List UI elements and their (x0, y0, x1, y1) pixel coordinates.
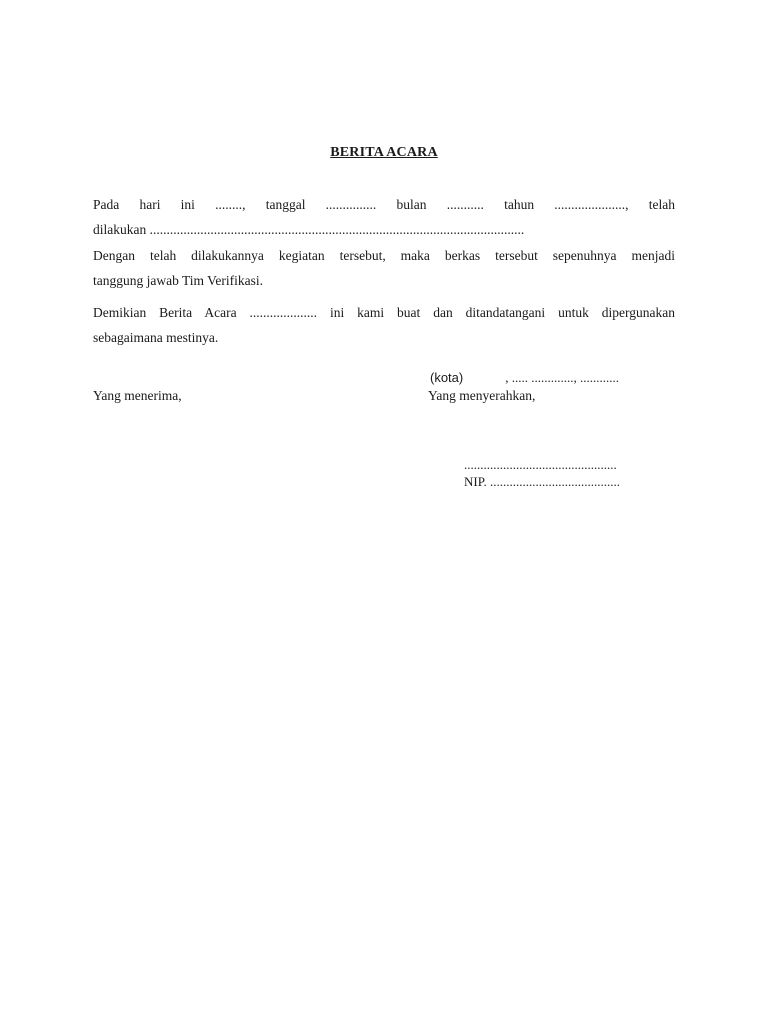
paragraph-opening-line-2: dilakukan ............................................................................................................... (93, 222, 525, 237)
paragraph-responsibility (93, 243, 675, 293)
paragraph-closing-line-1: Demikian Berita Acara .................... ini kami buat dan ditandatangani untuk dipergunakan (93, 305, 675, 320)
paragraph-closing-line-2: sebagaimana mestinya. (93, 330, 219, 345)
paragraph-responsibility-line-1: Dengan telah dilakukannya kegiatan tersebut, maka berkas tersebut sepenuhnya menjadi (93, 248, 675, 263)
nip-line: NIP. ........................................ (464, 474, 621, 489)
giver-label: Yang menyerahkan, (428, 388, 536, 403)
paragraph-opening (93, 192, 675, 242)
city-placeholder: (kota) (430, 370, 464, 385)
paragraph-responsibility-line-2: tanggung jawab Tim Verifikasi. (93, 273, 263, 288)
signature-name-line: ............................................... (464, 457, 617, 472)
date-placeholder: , ..... ............., ............ (505, 370, 619, 385)
paragraph-opening-line-1: Pada hari ini ........, tanggal ............... bulan ........... tahun ....................., telah (93, 197, 675, 212)
place-date-line (430, 370, 619, 386)
paragraph-closing (93, 300, 675, 350)
document-title: BERITA ACARA (330, 145, 438, 160)
receiver-label: Yang menerima, (93, 388, 182, 403)
